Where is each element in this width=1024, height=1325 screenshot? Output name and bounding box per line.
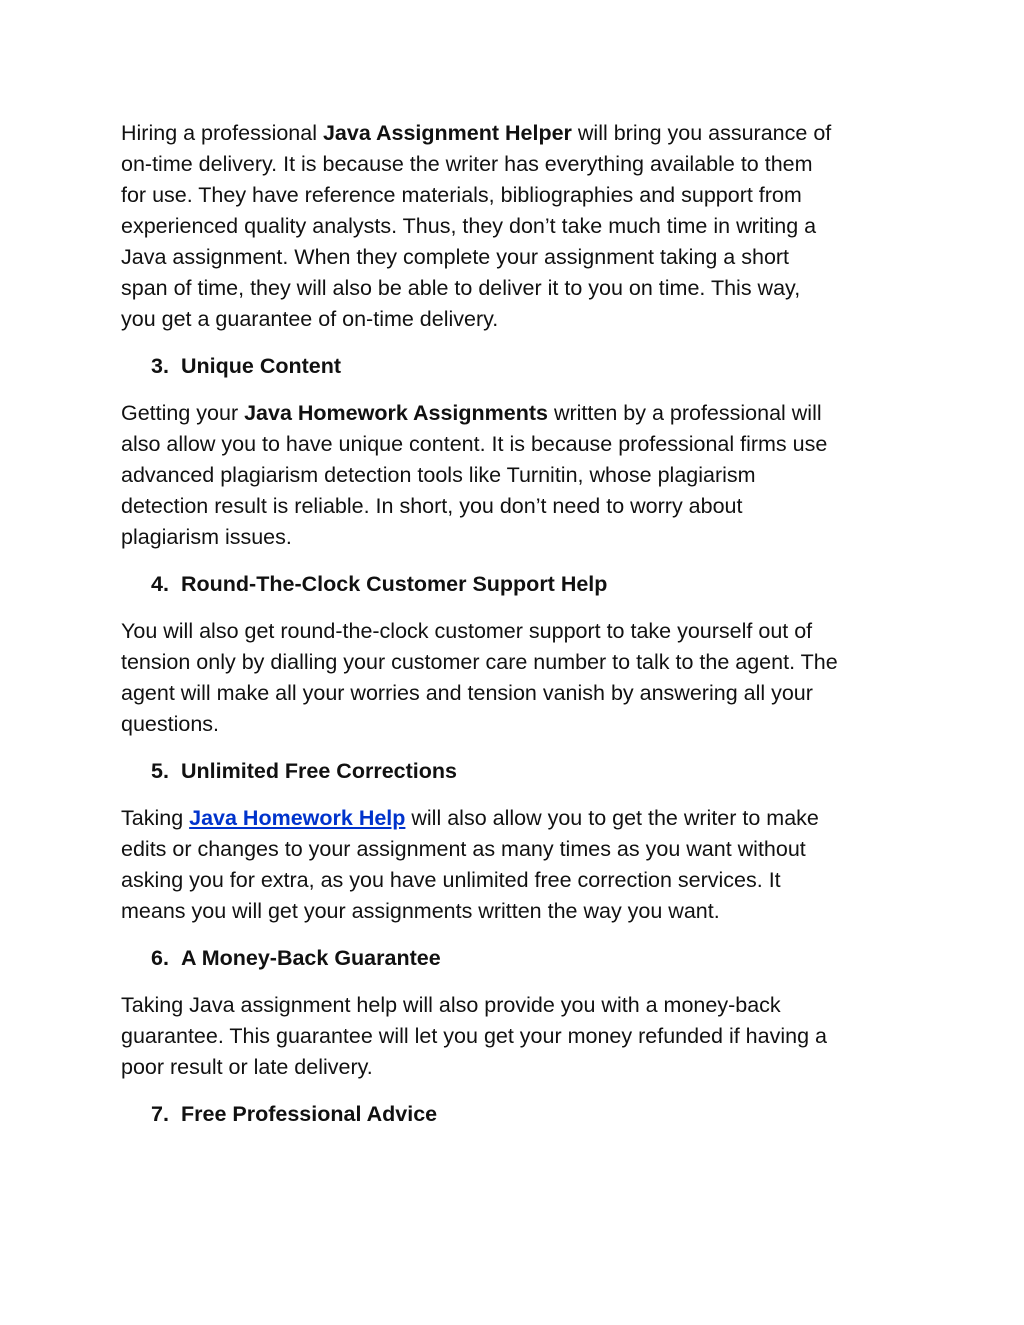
text-line: detection result is reliable. In short, you don’t need to worry about	[121, 494, 743, 518]
text-line: span of time, they will also be able to deliver it to you on time. This way,	[121, 276, 801, 300]
heading-number: 4.	[151, 572, 169, 596]
text-line: poor result or late delivery.	[121, 1055, 373, 1079]
text-run: Taking	[121, 806, 190, 830]
heading-professional-advice	[151, 1099, 911, 1130]
heading-number: 6.	[151, 946, 169, 970]
text-line: you get a guarantee of on-time delivery.	[121, 307, 499, 331]
heading-customer-support	[151, 569, 911, 600]
text-line: advanced plagiarism detection tools like Turnitin, whose plagiarism	[121, 463, 756, 487]
bold-phrase-java-homework-assignments: Java Homework Assignments	[244, 401, 548, 425]
heading-text: Round-The-Clock Customer Support Help	[181, 572, 608, 596]
text-line: guarantee. This guarantee will let you get your money refunded if having a	[121, 1024, 827, 1048]
text-line: Taking Java assignment help will also provide you with a money-back	[121, 993, 781, 1017]
text-line: also allow you to have unique content. It is because professional firms use	[121, 432, 828, 456]
text-run: written by a professional will	[548, 401, 822, 425]
heading-text: Unlimited Free Corrections	[181, 759, 457, 783]
paragraph-unique-content	[121, 398, 911, 553]
text-line: You will also get round-the-clock customer support to take yourself out of	[121, 619, 813, 643]
paragraph-on-time-delivery	[121, 118, 911, 335]
bold-phrase-java-assignment-helper: Java Assignment Helper	[322, 121, 572, 145]
paragraph-money-back	[121, 990, 911, 1083]
text-line: experienced quality analysts. Thus, they don’t take much time in writing a	[121, 214, 817, 238]
heading-free-corrections	[151, 756, 911, 787]
text-line: asking you for extra, as you have unlimited free correction services. It	[121, 868, 781, 892]
text-line: for use. They have reference materials, bibliographies and support from	[121, 183, 802, 207]
text-line: edits or changes to your assignment as many times as you want without	[121, 837, 806, 861]
text-line: agent will make all your worries and tension vanish by answering all your	[121, 681, 813, 705]
heading-unique-content	[151, 351, 911, 382]
text-run: will bring you assurance of	[571, 121, 832, 145]
text-line: plagiarism issues.	[121, 525, 292, 549]
text-line: Java assignment. When they complete your assignment taking a short	[121, 245, 790, 269]
paragraph-customer-support	[121, 616, 911, 740]
text-line	[121, 398, 911, 429]
heading-number: 7.	[151, 1102, 169, 1126]
text-line	[121, 803, 911, 834]
text-run: will also allow you to get the writer to make	[405, 806, 819, 830]
paragraph-free-corrections	[121, 803, 911, 927]
text-line: on-time delivery. It is because the writer has everything available to them	[121, 152, 813, 176]
heading-number: 3.	[151, 354, 169, 378]
java-homework-help-link[interactable]: Java Homework Help	[189, 806, 406, 830]
heading-text: Unique Content	[181, 354, 342, 378]
text-line: tension only by dialling your customer care number to talk to the agent. The	[121, 650, 838, 674]
text-run: Hiring a professional	[121, 121, 323, 145]
heading-text: A Money-Back Guarantee	[181, 946, 441, 970]
heading-number: 5.	[151, 759, 169, 783]
text-run: Getting your	[121, 401, 245, 425]
text-line: means you will get your assignments written the way you want.	[121, 899, 720, 923]
document-page	[121, 118, 911, 1146]
text-line	[121, 118, 911, 149]
heading-money-back	[151, 943, 911, 974]
heading-text: Free Professional Advice	[181, 1102, 438, 1126]
text-line: questions.	[121, 712, 220, 736]
